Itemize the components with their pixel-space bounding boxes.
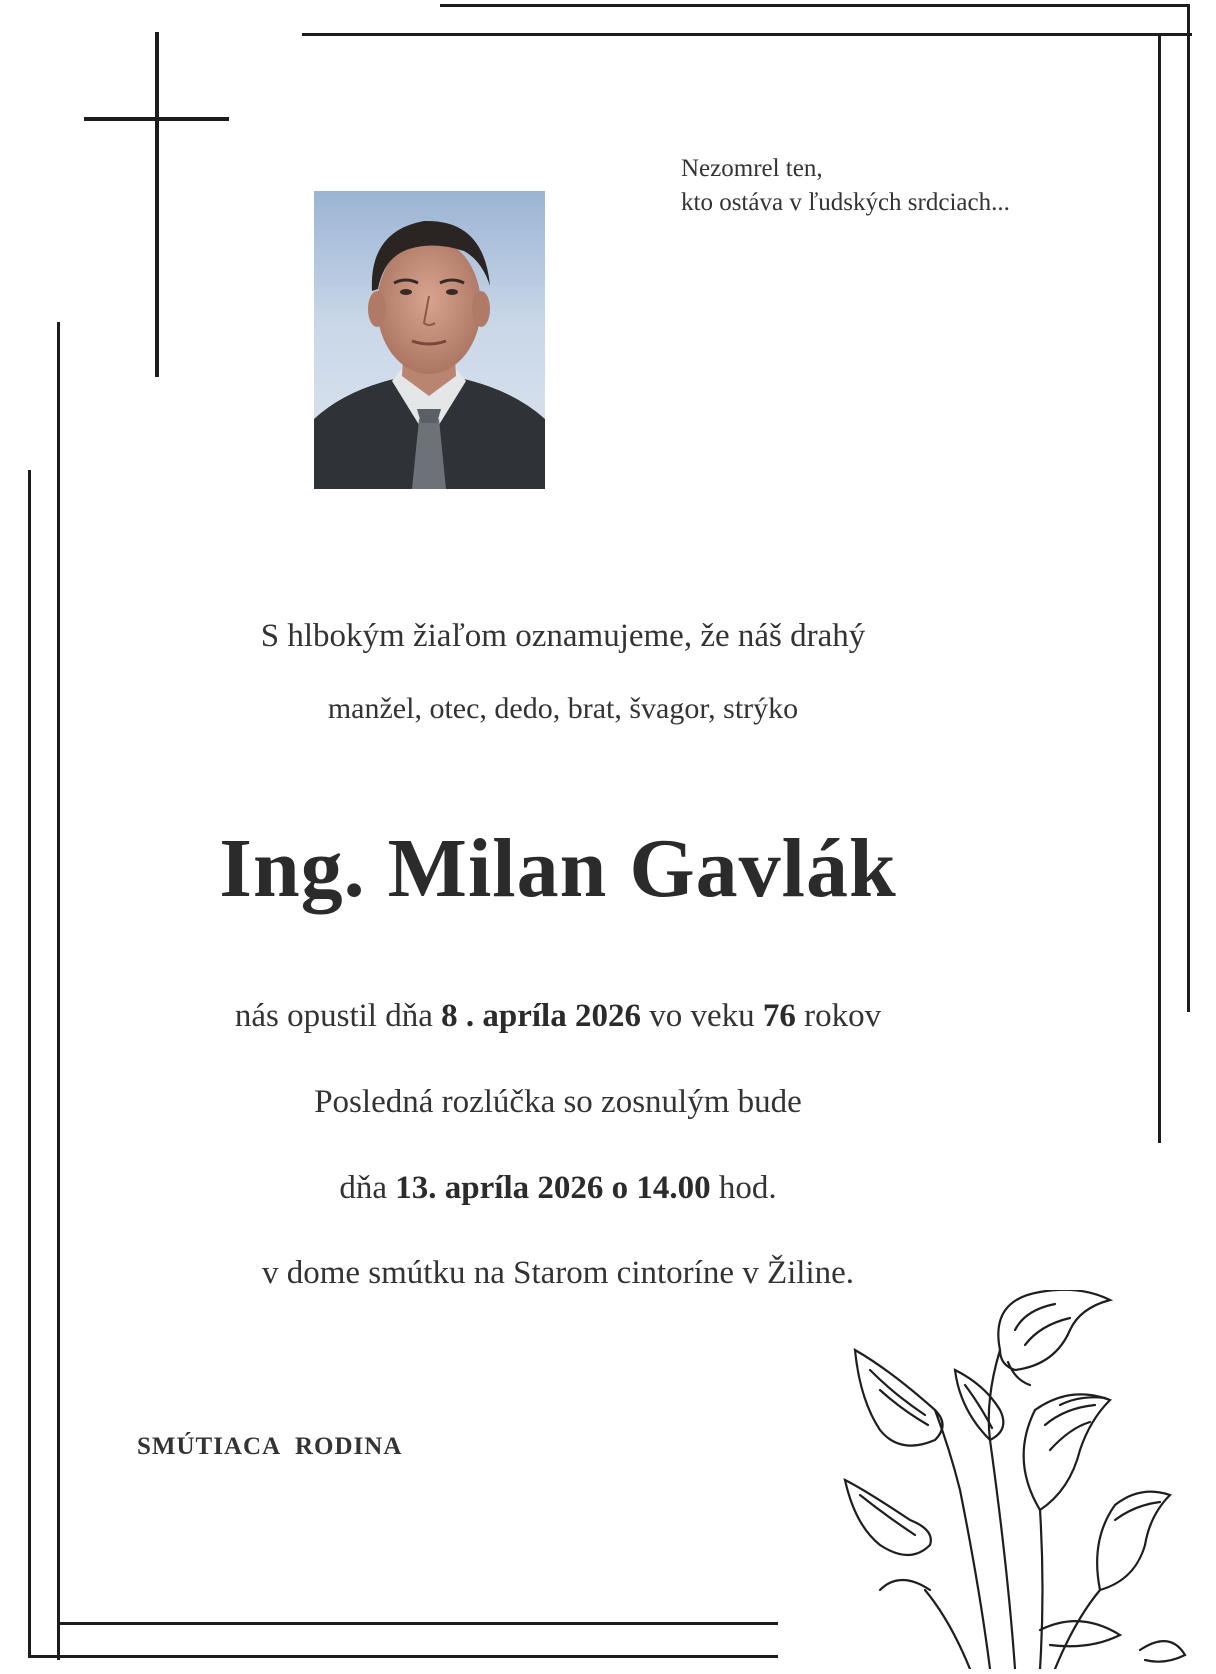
frame-line-right-outer [1187, 4, 1190, 1012]
motto-line-2: kto ostáva v ľudských srdciach... [681, 189, 1010, 216]
frame-line-left-inner [57, 322, 60, 1660]
motto-line-1: Nezomrel ten, [681, 155, 823, 182]
calla-lily-illustration [840, 1290, 1200, 1669]
cross-vertical-bar [155, 32, 159, 377]
portrait-photo [314, 191, 545, 489]
funeral-place: v dome smútku na Starom cintoríne v Žiline. [261, 1255, 855, 1291]
frame-line-right-inner [1158, 33, 1161, 1143]
death-suffix: rokov [804, 998, 882, 1034]
death-date: 8 . apríla 2026 [441, 998, 641, 1034]
signature: SMÚTIACA RODINA [137, 1433, 403, 1460]
frame-line-bottom-outer [28, 1655, 778, 1658]
announcement-line: S hlbokým žiaľom oznamujeme, že náš drahý [260, 618, 866, 654]
cross-horizontal-bar [84, 117, 229, 121]
frame-line-top-outer [440, 4, 1188, 7]
motto [681, 152, 1010, 220]
death-age: 76 [762, 998, 796, 1034]
funeral-datetime-line [0, 1170, 1166, 1207]
death-prefix: nás opustil dňa [234, 998, 433, 1034]
funeral-intro: Posledná rozlúčka so zosnulým bude [314, 1084, 802, 1120]
funeral-datetime: 13. apríla 2026 o 14.00 [395, 1170, 711, 1206]
funeral-prefix: dňa [339, 1170, 388, 1206]
frame-line-top-inner [302, 33, 1192, 36]
death-line [0, 998, 1166, 1035]
death-age-label: vo veku [649, 998, 755, 1034]
deceased-name: Ing. Milan Gavlák [219, 822, 897, 915]
relations-line: manžel, otec, dedo, brat, švagor, strýko [327, 692, 799, 725]
frame-line-bottom-inner [57, 1622, 778, 1625]
funeral-suffix: hod. [718, 1170, 777, 1206]
